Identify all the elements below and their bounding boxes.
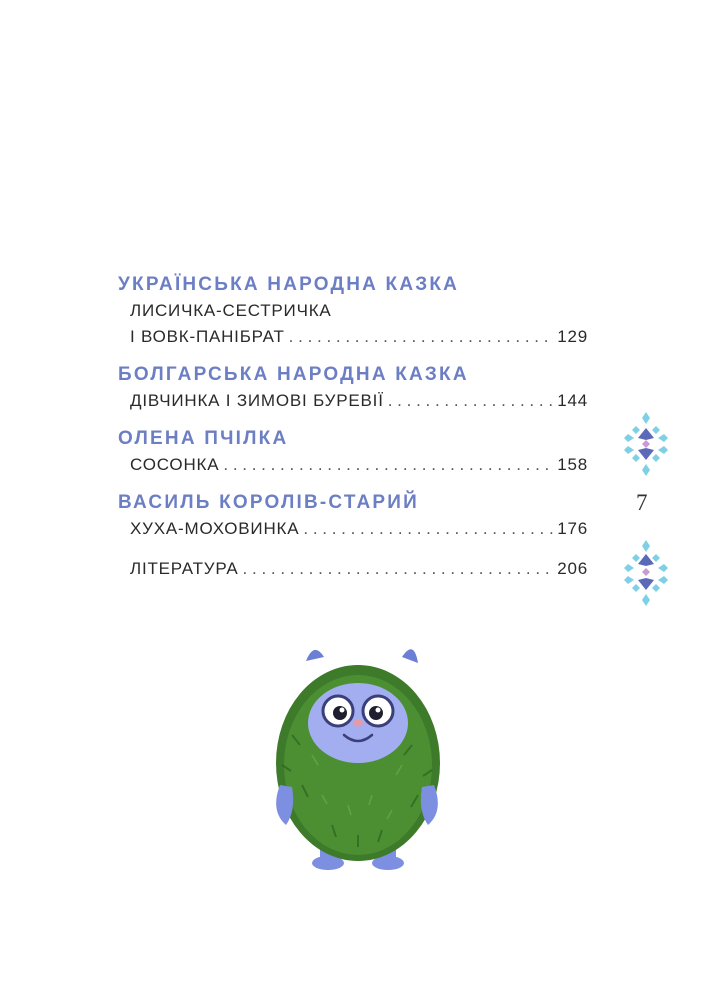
toc-section — [118, 362, 588, 414]
dot-leader — [223, 452, 553, 478]
entry-title-line: ХУХА-МОХОВИНКА — [130, 519, 300, 538]
toc-entry[interactable] — [130, 298, 588, 350]
toc-section — [118, 426, 588, 478]
dot-leader — [289, 324, 554, 350]
page-number: 158 — [557, 455, 588, 474]
entry-title-line: І ВОВК-ПАНІБРАТ — [130, 327, 285, 346]
toc-section — [118, 272, 588, 350]
fluffy-monster-illustration — [262, 635, 442, 885]
entry-title-line: ЛИСИЧКА-СЕСТРИЧКА — [130, 301, 332, 320]
folk-ornament-icon — [624, 412, 668, 476]
dot-leader — [388, 388, 554, 414]
toc-entry[interactable] — [130, 388, 588, 414]
page-number: 176 — [557, 519, 588, 538]
author-heading: БОЛГАРСЬКА НАРОДНА КАЗКА — [118, 364, 469, 385]
table-of-contents — [118, 272, 588, 582]
dot-leader — [303, 516, 553, 542]
author-heading: ВАСИЛЬ КОРОЛІВ-СТАРИЙ — [118, 492, 419, 513]
toc-section — [118, 490, 588, 542]
entry-title-line: ЛІТЕРАТУРА — [130, 559, 239, 578]
author-heading: УКРАЇНСЬКА НАРОДНА КАЗКА — [118, 274, 460, 295]
entry-title-line: СОСОНКА — [130, 455, 220, 474]
author-heading: ОЛЕНА ПЧІЛКА — [118, 428, 289, 449]
page-folio: 7 — [636, 490, 648, 515]
toc-entry-literature[interactable] — [130, 556, 588, 582]
folk-ornament-icon — [624, 540, 668, 606]
page-number: 129 — [557, 327, 588, 346]
entry-title-line: ДІВЧИНКА І ЗИМОВІ БУРЕВІЇ — [130, 391, 384, 410]
toc-entry[interactable] — [130, 516, 588, 542]
dot-leader — [243, 556, 554, 582]
page-number: 144 — [557, 391, 588, 410]
toc-entry[interactable] — [130, 452, 588, 478]
page-number: 206 — [557, 559, 588, 578]
